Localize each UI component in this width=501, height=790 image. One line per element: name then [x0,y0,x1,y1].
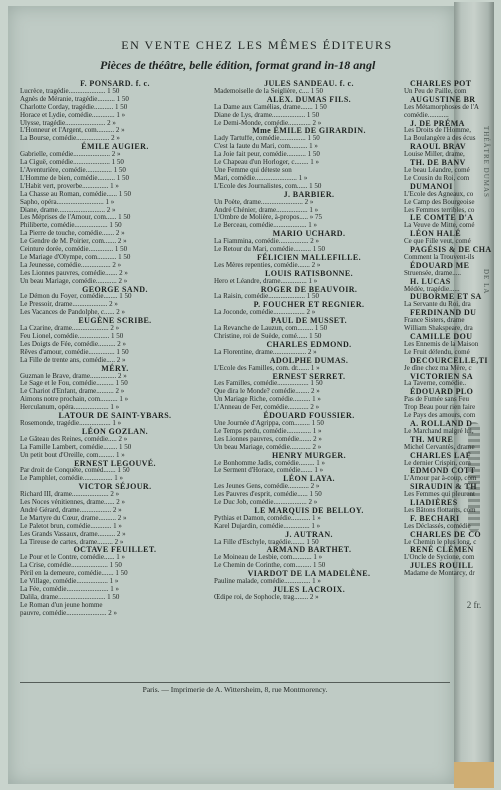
play-entry: Un Peu de Paille, com [404,87,467,95]
play-entry: Dalila, drame........................... 1 50 [20,593,120,601]
author-heading: J. DE PRÉMA [410,118,465,128]
author-heading: VIARDOT DE LA MADELÈNE. [247,569,371,579]
play-entry: Les Mères repenties, comédie....... 2 » [214,261,321,269]
play-entry: Christine, roi de Suède, comé...... 1 50 [214,333,322,340]
play-entry: Le Roman d'un jeune homme [20,601,103,609]
play-entry: Feu Lionel, comédie.................. 1 50 [20,333,124,340]
play-entry: La Servante du Roi, dra [404,301,471,309]
play-entry: Les Jeunes Gens, comédie............ 2 » [214,483,320,491]
author-heading: A. ROLLAND D [410,418,473,428]
play-entry: Diane de Lys, drame................... 1 50 [214,111,320,119]
play-entry: Le Bonhomme Jadis, comédie......... 1 » [214,459,326,467]
play-entry: André Chénier, drame.................. 1 » [214,206,319,214]
author-heading: RENÉ CLÉMEN [410,545,474,555]
author-heading: F. PONSARD. f. c. [80,80,150,88]
play-entry: La Fille d'Eschyle, tragédie........ 1 50 [214,538,319,546]
play-entry: Les Grands Vassaux, drame.......... 2 » [20,530,126,538]
play-entry: Les Lionnes pauvres, comédie....... 2 » [20,269,128,277]
author-heading: MARIO UCHARD. [272,229,346,239]
spine-title: THÉÂTRE DUMAS [482,126,490,198]
play-entry: Par droit de Conquête, coméd....... 1 50 [20,467,130,475]
play-entry: Les Doigts de Fée, comédie.......... 2 » [20,340,126,348]
play-entry: L'École des Journalistes, com...... 1 50 [214,182,322,190]
play-entry: Le Cousin du Roi, com [404,174,470,182]
author-heading: LOUIS RATISBONNE. [264,268,353,278]
play-entry: Sapho, opéra........................... 1 » [20,198,115,206]
play-entry: Karel Dujardin, comédie............... 1 » [214,522,321,530]
play-entry: La Boulangère a des écus [404,135,476,143]
play-entry: Une Journée d'Agrippa, com......... 1 50 [214,419,324,427]
author-heading: H. LUCAS [410,276,451,286]
author-heading: PAUL DE MUSSET. [270,316,348,326]
catalog-column-3 [404,80,500,578]
play-entry: Ceinture dorée, comédie.............. 1 50 [20,246,128,254]
play-entry: Les Bâtons flottants, com [404,506,476,514]
play-entry: Le Démon du Foyer, comédie........ 1 50 [20,293,132,301]
play-entry: Péril en la demeure, comédie....... 1 50 [20,570,128,578]
play-entry: Guzman le Brave, drame............... 2 » [20,372,127,380]
play-entry: La Fiammina, comédie................. 2 » [214,238,319,246]
play-entry: Lady Tartuffe, comédie............... 1 50 [214,135,320,143]
play-entry: L'Homme de bien, comédie.......... 1 50 [20,174,129,182]
author-heading: CHARLES DE CO [410,529,481,539]
play-entry: Agnès de Méranie, tragédie.......... 1 50 [20,95,129,103]
play-entry: Ulysse, tragédie....................... 2 » [20,119,116,127]
play-entry: Les Familles, comédie.................. 1 50 [214,380,323,388]
author-heading: MÉRY. [101,363,129,373]
author-heading: VICTOR SÉJOUR. [78,482,152,492]
play-entry: La Czarine, drame..................... 2 » [20,325,120,333]
author-heading: AUGUSTINE BR [410,94,476,104]
footer-divider [20,682,450,683]
play-entry: La Florentine, drame................... 2 » [214,348,317,356]
play-entry: Pythias et Damon, comédie........... 1 » [214,514,321,522]
play-entry: La Raisin, comédie..................... 1 50 [214,293,319,301]
play-entry: La Joconde, comédie.................. 2 » [214,309,316,317]
play-entry: Un Mariage Riche, comédie.......... 1 » [214,396,321,404]
play-entry: Mari, comédie........................ 1 » [214,174,308,182]
author-heading: JULES SANDEAU. f. c. [264,80,354,88]
play-entry: Le Gendre de M. Poirier, com....... 2 » [20,238,127,246]
play-entry: Les Déclassés, comédie [404,522,471,530]
author-heading: HENRY MURGER. [272,450,346,460]
play-entry: Le Temps perdu, comédie.............. 1 » [214,427,322,435]
page-subtitle: Pièces de théâtre, belle édition, format grand in-18 angl [100,58,376,72]
author-heading: DECOURCELLE,TI [410,355,488,365]
play-entry: Les Méprises de l'Amour, com...... 1 50 [20,214,131,222]
play-entry: Le Retour du Mari, comédie.......... 1 50 [214,246,326,254]
author-heading: Mme ÉMILE DE GIRARDIN. [252,126,366,136]
play-entry: Le Chariot d'Enfant, drame.......... 2 » [20,388,125,396]
spine-price: 2 fr. [466,600,482,610]
author-heading: EDMOND COTT [410,466,476,476]
play-entry: La Dame aux Camélias, drame....... 1 50 [214,103,327,111]
play-entry: Lucrèce, tragédie..................... 1 50 [20,87,120,95]
play-entry: Trop Beau pour rien faire [404,404,476,412]
author-heading: FÉLICIEN MALLEFILLE. [256,252,362,262]
play-entry: L'Honneur et l'Argent, com.......... 2 » [20,127,125,135]
play-entry: Le Serment d'Horace, comédie....... 1 » [214,467,324,475]
play-entry: Que dira le Monde? comédie........ 2 » [214,388,320,396]
play-entry: Le Mariage d'Olympe, com........... 1 50 [20,253,131,261]
play-entry: Gabrielle, comédie..................... 2 » [20,151,121,159]
printer-imprint: Paris. — Imprimerie de A. Wittersheim, 8, rue Montmorency. [142,685,328,694]
play-entry: L'École des Agneaux, co [404,190,474,198]
play-entry: Richard III, drame..................... 2 » [20,491,120,499]
author-heading: CAMILLE DOU [410,332,473,341]
play-entry: Le Sage et le Fou, comédie.......... 1 50 [20,380,128,388]
play-entry: Le Gâteau des Reines, comédie..... 2 » [20,435,128,443]
author-heading: TH. MURE [410,434,454,444]
play-entry: Herculanum, opéra.................... 1 » [20,404,120,412]
author-heading: ROGER DE BEAUVOIR. [260,284,358,294]
play-entry: Les Vacances de Pandolphe, c...... 2 » [20,309,126,317]
author-heading: LÉON GOZLAN. [81,426,149,436]
spine-torn-edge [454,762,494,788]
play-entry: L'Oncle de Sycione, com [404,554,475,562]
play-entry: Le Marchand malgré lui, [404,427,474,435]
play-entry: L'École des Familles, com. dr....... 1 » [214,364,320,372]
play-entry: Je dîne chez ma Mère, c [404,364,472,372]
play-entry: Les Lionnes pauvres, comédie....... 2 » [214,435,322,443]
play-entry: Le Camp des Bourgeoise [404,198,475,206]
play-entry: Comment la Trouvent-ils [404,253,475,261]
play-entry: La Veuve de Mitte, comé [404,222,475,230]
play-entry: Une Femme qui déteste son [214,166,292,174]
spine-subtitle: DE LA [482,269,490,295]
play-entry: C'est la faute du Mari, com.......... 1 » [214,143,318,151]
play-entry: Le Chapeau d'un Horloger, c........ 1 » [214,159,319,167]
play-entry: L'Habit vert, proverbe............... 1 » [20,182,119,190]
play-entry: Le Village, comédie.................. 1 » [20,578,119,586]
play-entry: L'Ombre de Molière, à-propos..... » 75 [214,214,322,222]
play-entry: L'Aventurière, comédie............... 1 50 [20,166,126,174]
play-entry: Rêves d'amour, comédie............... 1 50 [20,348,129,356]
author-heading: PAGÉSIS & DE CHA [410,245,492,255]
play-entry: La Ciguë, comédie..................... 1 50 [20,159,124,167]
author-heading: J. AUTRAN. [285,529,333,539]
play-entry: Horace et Lydie, comédie............. 1 » [20,111,126,119]
author-heading: EUGÈNE SCRIBE. [78,316,152,326]
play-entry: La Famille Lambert, comédie........ 1 50 [20,443,132,451]
author-heading: TH. DE BANV [410,158,466,168]
play-entry: Le Chemin le plus long, c [404,538,477,546]
play-entry: Un beau Mariage, comédie............ 2 » [214,443,322,451]
author-heading: RAOUL BRAV [410,142,467,152]
author-heading: CHARLES LAF [410,450,472,460]
play-entry: La Bourse, comédie................... 2 » [20,135,120,143]
play-entry: La Chasse au Roman, comédie...... 1 50 [20,190,132,198]
author-heading: JULES LACROIX. [272,585,346,594]
author-heading: ERNEST SERRET. [272,371,346,381]
author-heading: CHARLES EDMOND. [266,339,352,349]
author-heading: LÉON LAYA. [283,474,335,484]
author-heading: ERNEST LEGOUVÉ. [74,458,156,468]
author-heading: ÉDOUARD FOUSSIER. [263,411,355,421]
play-entry: Struensée, drame..... [404,269,461,277]
author-heading: OCTAVE FEUILLET. [73,545,157,555]
catalog-columns [20,80,500,680]
play-entry: Rosemonde, tragédie.................. 1 » [20,419,122,427]
play-entry: Œdipe roi, de Sophocle, trag........ 2 » [214,593,319,601]
play-entry: Aimons notre prochain, com.......... 1 » [20,396,129,404]
author-heading: VICTORIEN SA [410,371,474,381]
play-entry: France Sisters, drame [404,317,465,325]
author-heading: LÉON HALÉ [410,229,461,239]
author-heading: DUBORME ET SA [410,292,482,302]
author-heading: LIADIÈRES [410,498,458,508]
play-entry: Diane, drame........................... 2 » [20,206,116,214]
catalog-column-2 [214,80,404,602]
play-entry: La Taverne, comédie.. [404,380,467,388]
author-heading: J. BARBIER. [283,189,335,199]
play-entry: La Fée, comédie........................ 1 » [20,586,119,593]
play-entry: L'Amour par à-coup, com [404,475,477,483]
play-entry: Médée, tragédie...... [404,285,460,293]
author-heading: DUMANOI [410,181,453,191]
author-heading: ÉDOUARD ME [410,260,470,270]
play-entry: Le dernier Crispin, com [404,459,471,467]
play-entry: Mademoiselle de la Seiglière, c.... 1 50 [214,87,324,95]
play-entry: Ce que Fille veut, comé [404,238,471,246]
play-entry: pauvre, comédie....................... 2 » [20,609,118,617]
play-entry: La Joie fait peur, comédie........... 1 50 [214,151,320,159]
play-entry: Un petit bout d'Oreille, com......... 1 » [20,451,125,459]
author-heading: ALEX. DUMAS FILS. [266,94,352,104]
author-heading: P. FOUCHER ET REGNIER. [253,300,365,310]
author-heading: FERDINAND DU [410,308,477,318]
author-heading: GEORGE SAND. [82,284,148,294]
catalog-column-1 [20,80,210,618]
author-heading: F. BECHARI [410,513,460,523]
play-entry: Pas de Fumée sans Feu [404,396,469,404]
play-entry: Le Pour et le Contre, comédie...... 1 » [20,554,125,562]
play-entry: William Shakspeare, dra [404,325,473,333]
play-entry: Hero et Léandre, drame............... 1 » [214,277,318,285]
play-entry: Les Droits de l'Homme, [404,127,471,135]
author-heading: ADOLPHE DUMAS. [269,355,349,365]
play-entry: Le Martyre du Cœur, drame.......... 2 » [20,514,127,522]
play-entry: L'Anneau de Fer, comédie............ 2 » [214,404,320,412]
author-heading: ÉDOUARD PLO [410,387,474,397]
play-entry: Le Pays des amours, com [404,412,476,420]
play-entry: Un Poète, drame........................ 2 » [214,198,314,206]
play-entry: Pauline malade, comédie............... 1 » [214,578,321,586]
author-heading: LE COMTE D'A [410,213,474,223]
page-title: EN VENTE CHEZ LES MÊMES ÉDITEURS [121,38,393,52]
play-entry: La Revanche de Lauzun, com......... 1 50 [214,325,328,333]
play-entry: Madame de Montarcy, dr [404,570,475,578]
play-entry: Le beau Léandre, comé [404,166,470,174]
author-heading: ÉMILE AUGIER. [81,142,149,152]
play-entry: Les Métamorphoses de l'A [404,103,479,111]
play-entry: Les Femmes terribles, co [404,206,475,214]
play-entry: La Tireuse de cartes, drame......... 2 » [20,538,124,546]
author-heading: SIRAUDIN & TH [410,482,477,492]
play-entry: La Jeunesse, comédie................. 2 » [20,261,122,269]
play-entry: Michel Cervantès, drame [404,443,475,451]
play-entry: La Pierre de touche, comédie....... 2 » [20,230,125,238]
play-entry: Un beau Mariage, comédie............ 2 » [20,277,128,285]
play-entry: La Crise, comédie..................... 1 50 [20,562,122,570]
play-entry: Les Noces vénitiennes, drame...... 2 » [20,499,125,507]
play-entry: Le Fruit défendu, comé [404,348,470,356]
play-entry: comédie............ [404,111,449,119]
author-heading: LATOUR DE SAINT-YBARS. [58,411,172,421]
play-entry: Les Pauvres d'esprit, comédie...... 1 50 [214,491,322,499]
play-entry: Le Chemin de Corinthe, com......... 1 50 [214,562,326,570]
play-entry: La Fille de trente ans, comédie..... 2 » [20,356,126,364]
author-heading: LE MARQUIS DE BELLOY. [254,505,364,515]
play-entry: Louise Miller, drame, [404,151,465,159]
play-entry: Les Ennemis de la Maison [404,340,479,348]
author-heading: JULES ROUILL [410,561,474,571]
play-entry: Le Pamphlet, comédie................. 1 » [20,475,124,483]
play-entry: Le Berceau, comédie................... 1 » [214,222,318,230]
play-entry: Le Demi-Monde, comédie............. 2 » [214,119,322,127]
play-entry: André Gérard, drame.................. 2 » [20,506,122,514]
author-heading: ARMAND BARTHET. [266,545,352,555]
play-entry: Le Moineau de Lesbie, com........... 1 » [214,554,323,562]
play-entry: Le Paletot brun, comédie............ 1 » [20,522,122,530]
play-entry: Le Pressoir, drame.................... 2 » [20,301,118,309]
play-entry: Charlotte Corday, tragédie........... 1 50 [20,103,128,111]
play-entry: Les Femmes qui pleurent [404,491,475,499]
author-heading: CHARLES POT [410,80,472,88]
play-entry: Philiberte, comédie................... 1 50 [20,222,122,230]
play-entry: Le Duc Job, comédie................... 2 » [214,499,318,507]
